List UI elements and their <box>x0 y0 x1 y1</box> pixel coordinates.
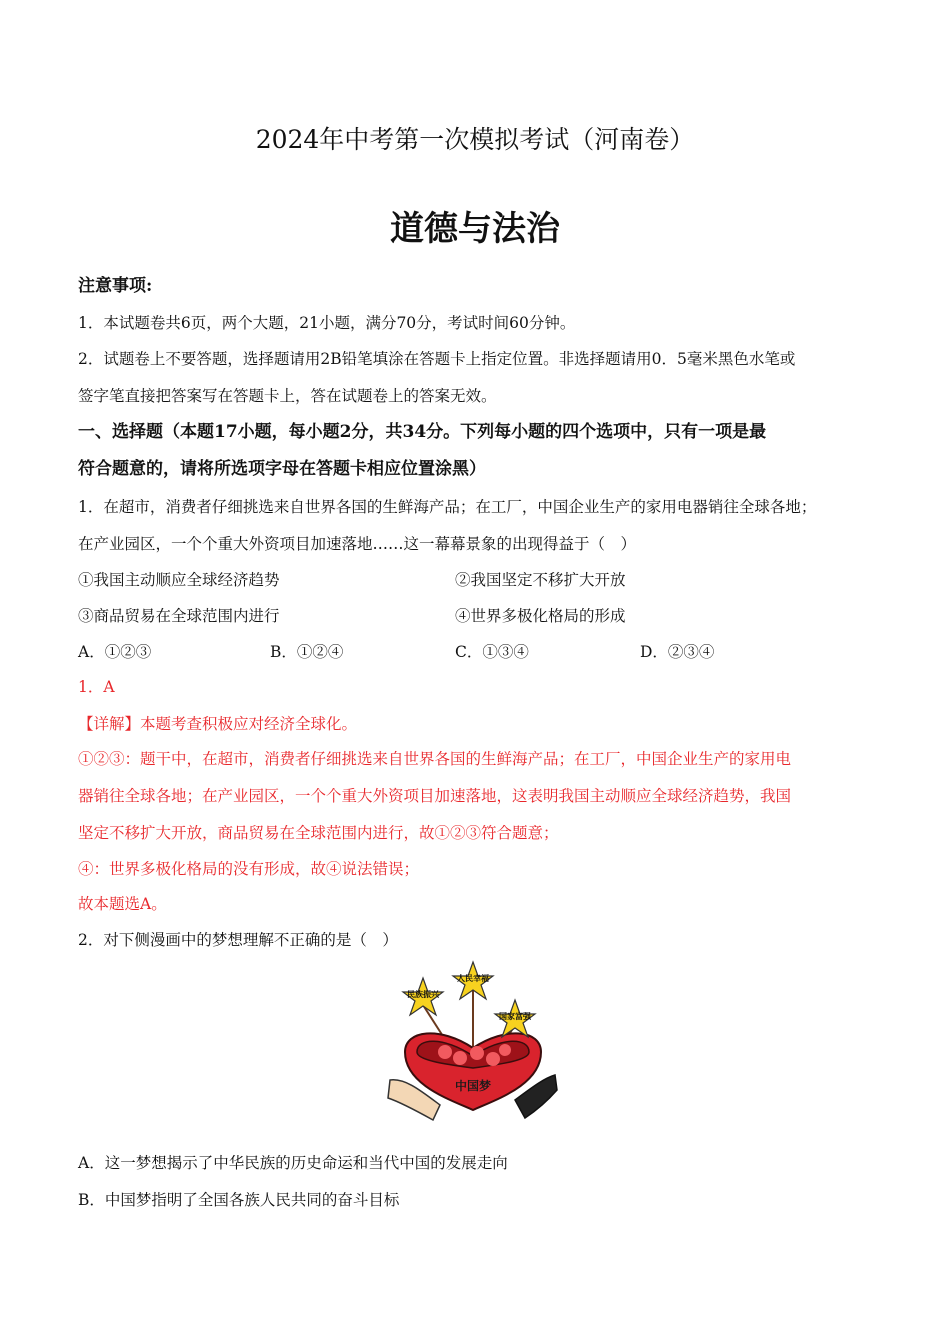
q1-detail-line-4: 坚定不移扩大开放，商品贸易在全球范围内进行，故①②③符合题意； <box>78 824 559 842</box>
q1-stem-line-1: 1．在超市，消费者仔细挑选来自世界各国的生鲜海产品；在工厂，中国企业生产的家用电器销往全球各地； <box>78 498 817 516</box>
q1-option-b: B．①②④ <box>270 643 344 661</box>
notice-item-2-line-2: 签字笔直接把答案写在答题卡上，答在试题卷上的答案无效。 <box>78 387 497 405</box>
q2-option-b: B．中国梦指明了全国各族人民共同的奋斗目标 <box>78 1191 400 1209</box>
notice-item-1: 1．本试题卷共6页，两个大题，21小题，满分70分，考试时间60分钟。 <box>78 314 576 332</box>
q1-option-d: D．②③④ <box>640 643 715 661</box>
q1-statement-1: ①我国主动顺应全球经济趋势 <box>78 571 280 589</box>
exam-title: 2024年中考第一次模拟考试（河南卷） <box>255 125 695 154</box>
china-dream-cartoon <box>385 960 560 1130</box>
q1-detail-line-3: 器销往全球各地；在产业园区，一个个重大外资项目加速落地，这表明我国主动顺应全球经济趋势，我国 <box>78 787 792 805</box>
q1-statement-4: ④世界多极化格局的形成 <box>455 607 626 625</box>
star-label-2: 人民幸福 <box>457 974 489 983</box>
q1-statement-3: ③商品贸易在全球范围内进行 <box>78 607 280 625</box>
star-label-3: 国家富强 <box>499 1012 531 1021</box>
box-label: 中国梦 <box>454 1079 492 1093</box>
q2-option-a: A．这一梦想揭示了中华民族的历史命运和当代中国的发展走向 <box>78 1154 508 1172</box>
star-label-1: 民族振兴 <box>407 990 439 999</box>
section-heading-line-2: 符合题意的，请将所选项字母在答题卡相应位置涂黑） <box>78 459 486 479</box>
notice-item-2-line-1: 2．试题卷上不要答题，选择题请用2B铅笔填涂在答题卡上指定位置。非选择题请用0．5毫米黑色水笔或 <box>78 350 796 368</box>
section-heading-line-1: 一、选择题（本题17小题，每小题2分，共34分。下列每小题的四个选项中，只有一项是最 <box>78 422 767 442</box>
notice-heading: 注意事项: <box>78 276 153 296</box>
q1-detail-line-2: ①②③：题干中，在超市，消费者仔细挑选来自世界各国的生鲜海产品；在工厂，中国企业生产的家用电 <box>78 750 792 768</box>
q1-detail-line-1: 【详解】本题考查积极应对经济全球化。 <box>78 715 358 733</box>
q1-answer: 1．A <box>78 678 115 696</box>
q1-statement-2: ②我国坚定不移扩大开放 <box>455 571 626 589</box>
q1-stem-line-2: 在产业园区，一个个重大外资项目加速落地……这一幕幕景象的出现得益于（ ） <box>78 535 637 553</box>
q2-stem: 2．对下侧漫画中的梦想理解不正确的是（ ） <box>78 931 398 949</box>
subject-title: 道德与法治 <box>390 209 560 249</box>
q1-option-a: A．①②③ <box>78 643 152 661</box>
q1-detail-line-6: 故本题选A。 <box>78 895 167 913</box>
q1-detail-line-5: ④：世界多极化格局的没有形成，故④说法错误； <box>78 860 420 878</box>
q1-option-c: C．①③④ <box>455 643 529 661</box>
